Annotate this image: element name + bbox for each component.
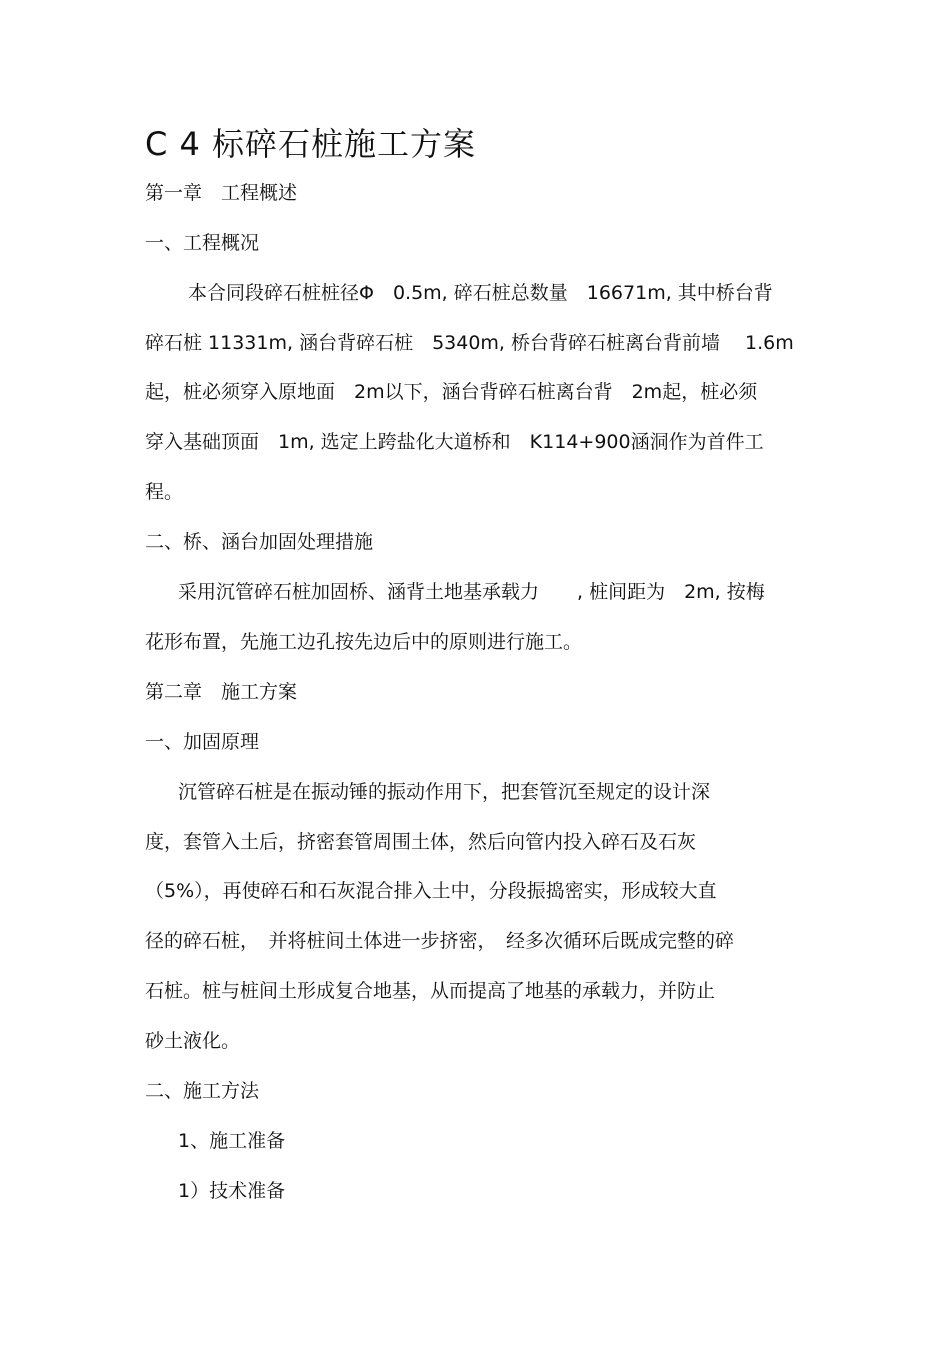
paragraph-line: （5%），再使碎石和石灰混合排入土中，分段振捣密实，形成较大直 xyxy=(145,880,717,902)
paragraph-line: 石桩。桩与桩间土形成复合地基，从而提高了地基的承载力，并防止 xyxy=(145,980,716,1002)
document-title: C 4 标碎石桩施工方案 xyxy=(145,125,477,163)
paragraph-line: 采用沉管碎石桩加固桥、涵背土地基承载力 , 桩间距为 2m, 按梅 xyxy=(178,581,765,603)
subsection-heading-technical: 1）技术准备 xyxy=(178,1180,286,1202)
section-heading-method: 二、施工方法 xyxy=(145,1080,260,1102)
paragraph-line: 砂土液化。 xyxy=(145,1030,241,1052)
paragraph-line: 穿入基础顶面 1m, 选定上跨盐化大道桥和 K114+900涵洞作为首件工 xyxy=(145,431,764,453)
paragraph-line: 起，桩必须穿入原地面 2m以下，涵台背碎石桩离台背 2m起，桩必须 xyxy=(145,381,758,403)
paragraph-line: 程。 xyxy=(145,481,184,503)
chapter-1-heading: 第一章 工程概述 xyxy=(145,182,298,204)
paragraph-line: 径的碎石桩， 并将桩间土体进一步挤密， 经多次循环后既成完整的碎 xyxy=(145,930,735,952)
paragraph-line: 本合同段碎石桩桩径Φ 0.5m, 碎石桩总数量 16671m, 其中桥台背 xyxy=(188,282,773,304)
section-heading-overview: 一、工程概况 xyxy=(145,232,260,254)
paragraph-line: 沉管碎石桩是在振动锤的振动作用下，把套管沉至规定的设计深 xyxy=(178,781,711,803)
paragraph-line: 度，套管入土后，挤密套管周围土体，然后向管内投入碎石及石灰 xyxy=(145,831,697,853)
paragraph-line: 花形布置，先施工边孔按先边后中的原则进行施工。 xyxy=(145,631,583,653)
section-heading-measures: 二、桥、涵台加固处理措施 xyxy=(145,531,374,553)
section-heading-principle: 一、加固原理 xyxy=(145,731,260,753)
paragraph-line: 碎石桩 11331m, 涵台背碎石桩 5340m, 桥台背碎石桩离台背前墙 1.6m xyxy=(145,332,794,354)
chapter-2-heading: 第二章 施工方案 xyxy=(145,681,298,703)
subsection-heading-preparation: 1、施工准备 xyxy=(178,1130,286,1152)
